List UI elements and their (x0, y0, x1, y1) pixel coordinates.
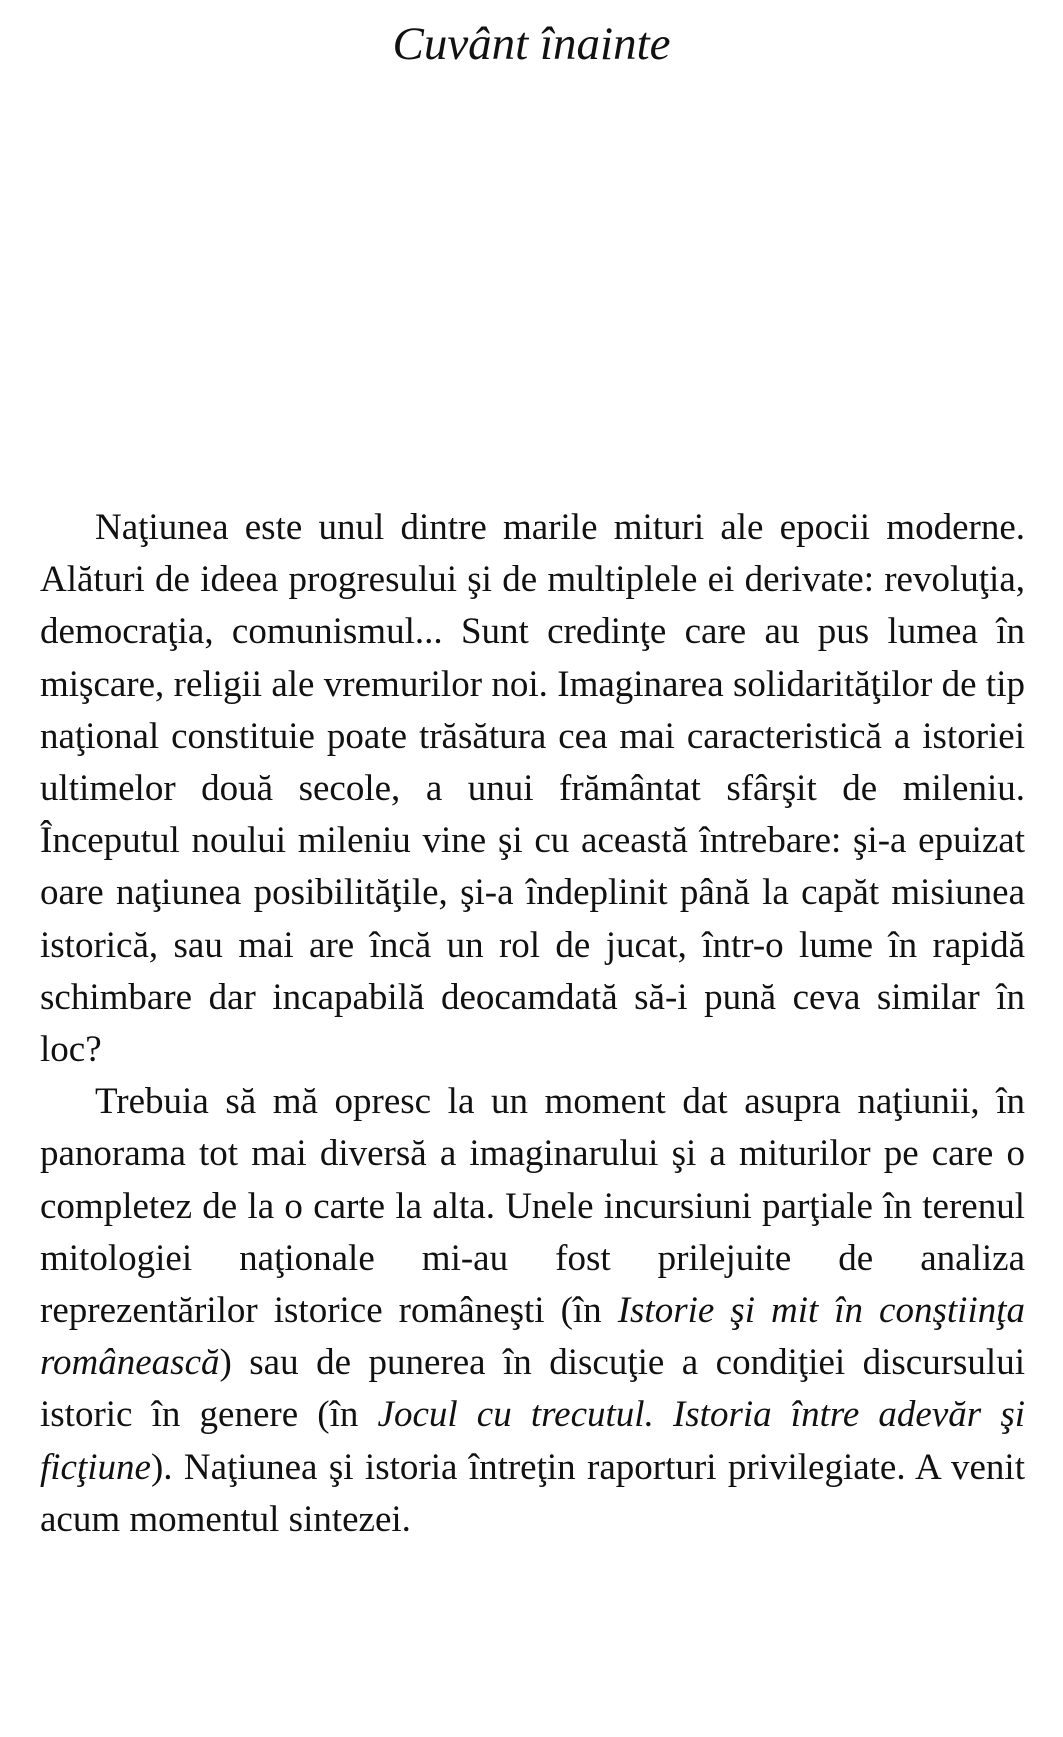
paragraph-2-part-1: Trebuia să mă opresc la un moment dat asupra naţiunii, în panorama tot mai diversă a imaginarului şi a miturilor pe care o completez de la o carte la alta. Unele incursiuni parţiale în terenul mitologiei naţionale mi-au fost prilejuite de analiza reprezentărilor istorice româneşti (în (40, 1081, 1025, 1332)
chapter-body (40, 502, 1025, 1546)
paragraph-1: Naţiunea este unul dintre marile mituri ale epocii moderne. Alături de ideea progresului şi de multiplele ei derivate: revoluţia, democraţia, comunismul... Sunt credinţe care au pus lumea în mişcare, religii ale vremurilor noi. Imaginarea solidarităţilor de tip naţional constituie poate trăsătura cea mai caracteristică a istoriei ultimelor două secole, a unui frământat sfârşit de mileniu. Începutul noului mileniu vine şi cu această întrebare: şi-a epuizat oare naţiunea posibilităţile, şi-a îndeplinit până la capăt misiunea istorică, sau mai are încă un rol de jucat, într-o lume în rapidă schimbare dar incapabilă deocamdată să-i pună ceva similar în loc? (40, 507, 1025, 1071)
chapter-title: Cuvânt înainte (392, 18, 671, 70)
paragraph-2-part-3: ). Naţiunea şi istoria întreţin raporturi privilegiate. A venit acum momentul sintezei. (40, 1446, 1025, 1540)
book-title-istorie-si-mit: Istorie şi mit în conştiinţa românească (40, 1290, 1025, 1384)
paragraph-2-part-2: ) sau de punerea în discuţie a condiţiei discursului istoric în genere (în (40, 1342, 1025, 1436)
book-title-jocul-cu-trecutul: Jocul cu trecutul. Istoria între adevăr şi ficţiune (40, 1394, 1026, 1488)
paragraph-2 (40, 1076, 1025, 1546)
